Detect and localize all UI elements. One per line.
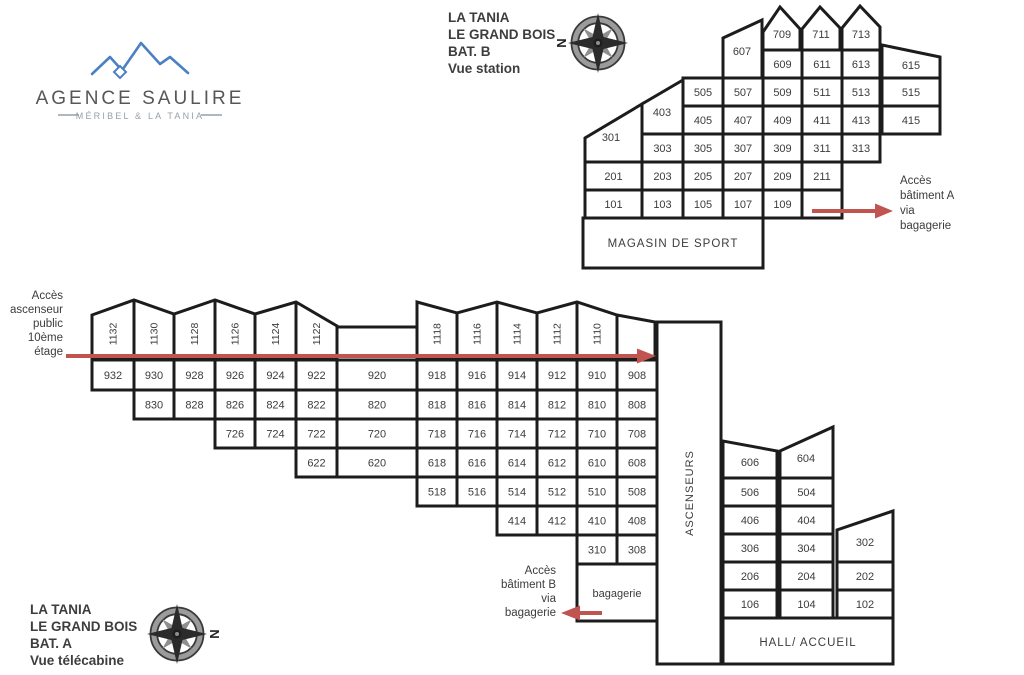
room-number: 910 xyxy=(587,370,607,382)
annotation-line: bâtiment B xyxy=(501,579,556,591)
room-number: 822 xyxy=(307,399,326,412)
agence-saulire-logo xyxy=(36,43,245,121)
title-line: BAT. B xyxy=(448,44,491,59)
title-line: LE GRAND BOIS xyxy=(448,27,556,42)
room-number: 209 xyxy=(773,171,792,183)
room-number: 812 xyxy=(547,399,567,412)
annotation-line: Accès xyxy=(524,565,556,577)
room-number: 510 xyxy=(587,486,607,499)
arrow-head-icon xyxy=(875,204,893,219)
room-number: 922 xyxy=(307,370,326,382)
title-line: BAT. A xyxy=(30,636,72,651)
room-number: 311 xyxy=(813,143,831,155)
annotation-line: via xyxy=(900,205,915,217)
room-number-vertical: 1132 xyxy=(107,322,120,346)
title-line: LA TANIA xyxy=(30,602,92,617)
annotation-line: bâtiment A xyxy=(900,190,955,202)
room-number: 808 xyxy=(627,399,647,412)
room-number: 606 xyxy=(740,457,760,469)
room-number: 107 xyxy=(733,199,753,211)
room-number-vertical: 1118 xyxy=(431,323,444,345)
room-number: 504 xyxy=(797,487,816,499)
title-line: Vue télécabine xyxy=(30,653,125,668)
room-number: 610 xyxy=(587,457,607,470)
room-number: 612 xyxy=(547,457,567,470)
room-number-vertical: 1128 xyxy=(189,322,201,346)
room-number: 908 xyxy=(627,370,647,382)
room-number: 620 xyxy=(367,457,387,470)
room-number: 826 xyxy=(225,399,245,412)
annotation-line: bagagerie xyxy=(900,220,952,232)
room-number: 205 xyxy=(693,171,713,183)
room-number: 609 xyxy=(773,59,792,71)
room-number: 306 xyxy=(740,543,760,555)
room-number-vertical: 1130 xyxy=(148,322,161,346)
room-number: 932 xyxy=(103,370,123,382)
compass-rose-bottom xyxy=(147,604,222,664)
room-number: 204 xyxy=(797,571,816,583)
room-number: 607 xyxy=(732,46,752,58)
room-number: 514 xyxy=(507,486,527,499)
title-line: Vue station xyxy=(448,61,521,76)
room-number: 408 xyxy=(627,515,647,528)
room-number: 518 xyxy=(427,486,447,499)
room-number: 710 xyxy=(587,428,607,441)
mountain-icon xyxy=(123,43,188,73)
room-number: 613 xyxy=(851,59,871,71)
logo-tagline: MÉRIBEL & LA TANIA xyxy=(75,111,205,121)
room-number: 512 xyxy=(547,486,567,499)
room-number: 516 xyxy=(467,486,487,499)
room-number-vertical: 1112 xyxy=(551,323,564,345)
compass-rose-top xyxy=(554,13,628,73)
room-number: 616 xyxy=(467,457,487,470)
room-number: 718 xyxy=(427,428,447,441)
room-number: 912 xyxy=(547,370,567,382)
room-number: 104 xyxy=(797,599,816,611)
room-number: 511 xyxy=(813,87,831,99)
room-cell xyxy=(802,190,842,218)
room-number: 509 xyxy=(773,87,792,99)
room-number: 313 xyxy=(851,143,871,155)
room-number: 409 xyxy=(773,115,792,127)
building-a-roof xyxy=(92,300,655,358)
room-number: 413 xyxy=(851,115,871,127)
annotation-acces-ascenseur xyxy=(10,290,63,358)
room-number-vertical: 1110 xyxy=(591,323,604,345)
room-number: 304 xyxy=(797,543,816,555)
room-number: 412 xyxy=(547,515,567,528)
room-number: 507 xyxy=(733,87,753,99)
logo-name: AGENCE SAULIRE xyxy=(35,88,245,109)
room-number: 415 xyxy=(901,115,921,127)
room-number: 410 xyxy=(587,515,607,528)
room-number: 201 xyxy=(604,171,623,183)
compass-north-label: N xyxy=(207,629,222,639)
room-number-vertical: 1114 xyxy=(511,323,524,345)
room-number: 206 xyxy=(740,571,760,583)
title-batiment-b xyxy=(448,10,555,76)
room-number: 611 xyxy=(813,59,831,71)
room-number-vertical: 1122 xyxy=(311,322,323,346)
compass-north-label: N xyxy=(554,38,569,48)
room-number: 303 xyxy=(653,143,672,155)
room-number: 722 xyxy=(307,428,326,441)
room-number: 109 xyxy=(773,199,792,211)
room-number: 708 xyxy=(627,428,647,441)
room-number: 404 xyxy=(797,515,816,527)
annotation-line: public xyxy=(32,318,63,330)
room-number: 309 xyxy=(773,143,792,155)
room-number: 726 xyxy=(225,428,245,441)
room-number: 711 xyxy=(812,29,830,41)
room-number: 724 xyxy=(266,428,285,441)
room-number: 302 xyxy=(855,537,875,549)
bagagerie-label: bagagerie xyxy=(592,588,642,600)
room-number: 712 xyxy=(547,428,567,441)
room-number: 615 xyxy=(901,60,921,72)
room-number: 310 xyxy=(587,544,607,557)
room-number: 720 xyxy=(367,428,387,441)
room-number: 513 xyxy=(851,87,871,99)
room-number: 716 xyxy=(467,428,487,441)
title-line: LE GRAND BOIS xyxy=(30,619,138,634)
ascenseurs-label: ASCENSEURS xyxy=(684,450,696,536)
room-number: 106 xyxy=(740,599,760,611)
room-number: 824 xyxy=(266,399,285,412)
room-number: 307 xyxy=(733,143,753,155)
room-number: 515 xyxy=(901,87,921,99)
room-number: 926 xyxy=(225,370,245,382)
room-number: 830 xyxy=(144,399,164,412)
room-number: 928 xyxy=(185,370,204,382)
hall-label: HALL/ ACCUEIL xyxy=(759,637,857,649)
room-number: 305 xyxy=(693,143,713,155)
annotation-line: étage xyxy=(34,346,63,358)
annotation-line: 10ème xyxy=(27,332,63,344)
room-number: 406 xyxy=(740,515,760,527)
room-number: 618 xyxy=(427,457,447,470)
room-number: 505 xyxy=(693,87,713,99)
room-number: 608 xyxy=(627,457,647,470)
annotation-acces-batiment-a xyxy=(900,175,955,232)
annotation-line: Accès xyxy=(900,175,932,187)
room-number: 414 xyxy=(507,515,527,528)
annotation-line: ascenseur xyxy=(9,304,63,316)
room-number: 202 xyxy=(855,571,875,583)
room-number: 403 xyxy=(652,107,672,119)
room-number: 102 xyxy=(855,599,875,611)
room-number-vertical: 1124 xyxy=(270,322,282,346)
room-number: 508 xyxy=(627,486,647,499)
room-cell xyxy=(842,6,880,50)
room-number: 918 xyxy=(427,370,447,382)
room-number: 709 xyxy=(772,29,792,41)
annotation-line: via xyxy=(541,593,556,605)
room-number: 203 xyxy=(653,171,672,183)
room-number: 714 xyxy=(507,428,527,441)
arrow-head-icon xyxy=(561,606,580,621)
magasin-label: MAGASIN DE SPORT xyxy=(607,238,739,250)
room-number: 506 xyxy=(740,487,760,499)
room-number: 211 xyxy=(813,171,831,183)
room-number: 604 xyxy=(796,453,816,465)
room-number: 614 xyxy=(507,457,527,470)
room-number: 103 xyxy=(653,199,672,211)
annotation-line: Accès xyxy=(31,290,63,302)
room-number: 405 xyxy=(693,115,713,127)
room-number: 810 xyxy=(587,399,607,412)
room-number: 818 xyxy=(427,399,447,412)
room-number: 828 xyxy=(185,399,204,412)
room-number: 924 xyxy=(266,370,285,382)
room-number: 814 xyxy=(507,399,527,412)
room-number: 914 xyxy=(507,370,527,382)
room-number: 916 xyxy=(467,370,487,382)
room-number: 207 xyxy=(733,171,753,183)
room-number: 820 xyxy=(367,399,387,412)
room-number: 411 xyxy=(813,115,831,127)
room-number: 301 xyxy=(601,132,621,144)
annotation-line: bagagerie xyxy=(504,607,556,619)
title-line: LA TANIA xyxy=(448,10,510,25)
room-number: 101 xyxy=(604,199,623,211)
room-number-vertical: 1126 xyxy=(229,322,242,346)
room-number: 622 xyxy=(307,457,326,470)
room-number: 713 xyxy=(851,29,871,41)
room-number: 105 xyxy=(693,199,713,211)
room-number: 920 xyxy=(367,370,387,382)
room-number: 407 xyxy=(733,115,753,127)
room-number: 308 xyxy=(627,544,647,557)
title-batiment-a xyxy=(30,602,137,668)
annotation-acces-batiment-b xyxy=(501,565,557,619)
room-number: 816 xyxy=(467,399,487,412)
room-number-vertical: 1116 xyxy=(471,323,484,345)
room-number: 930 xyxy=(144,370,164,382)
